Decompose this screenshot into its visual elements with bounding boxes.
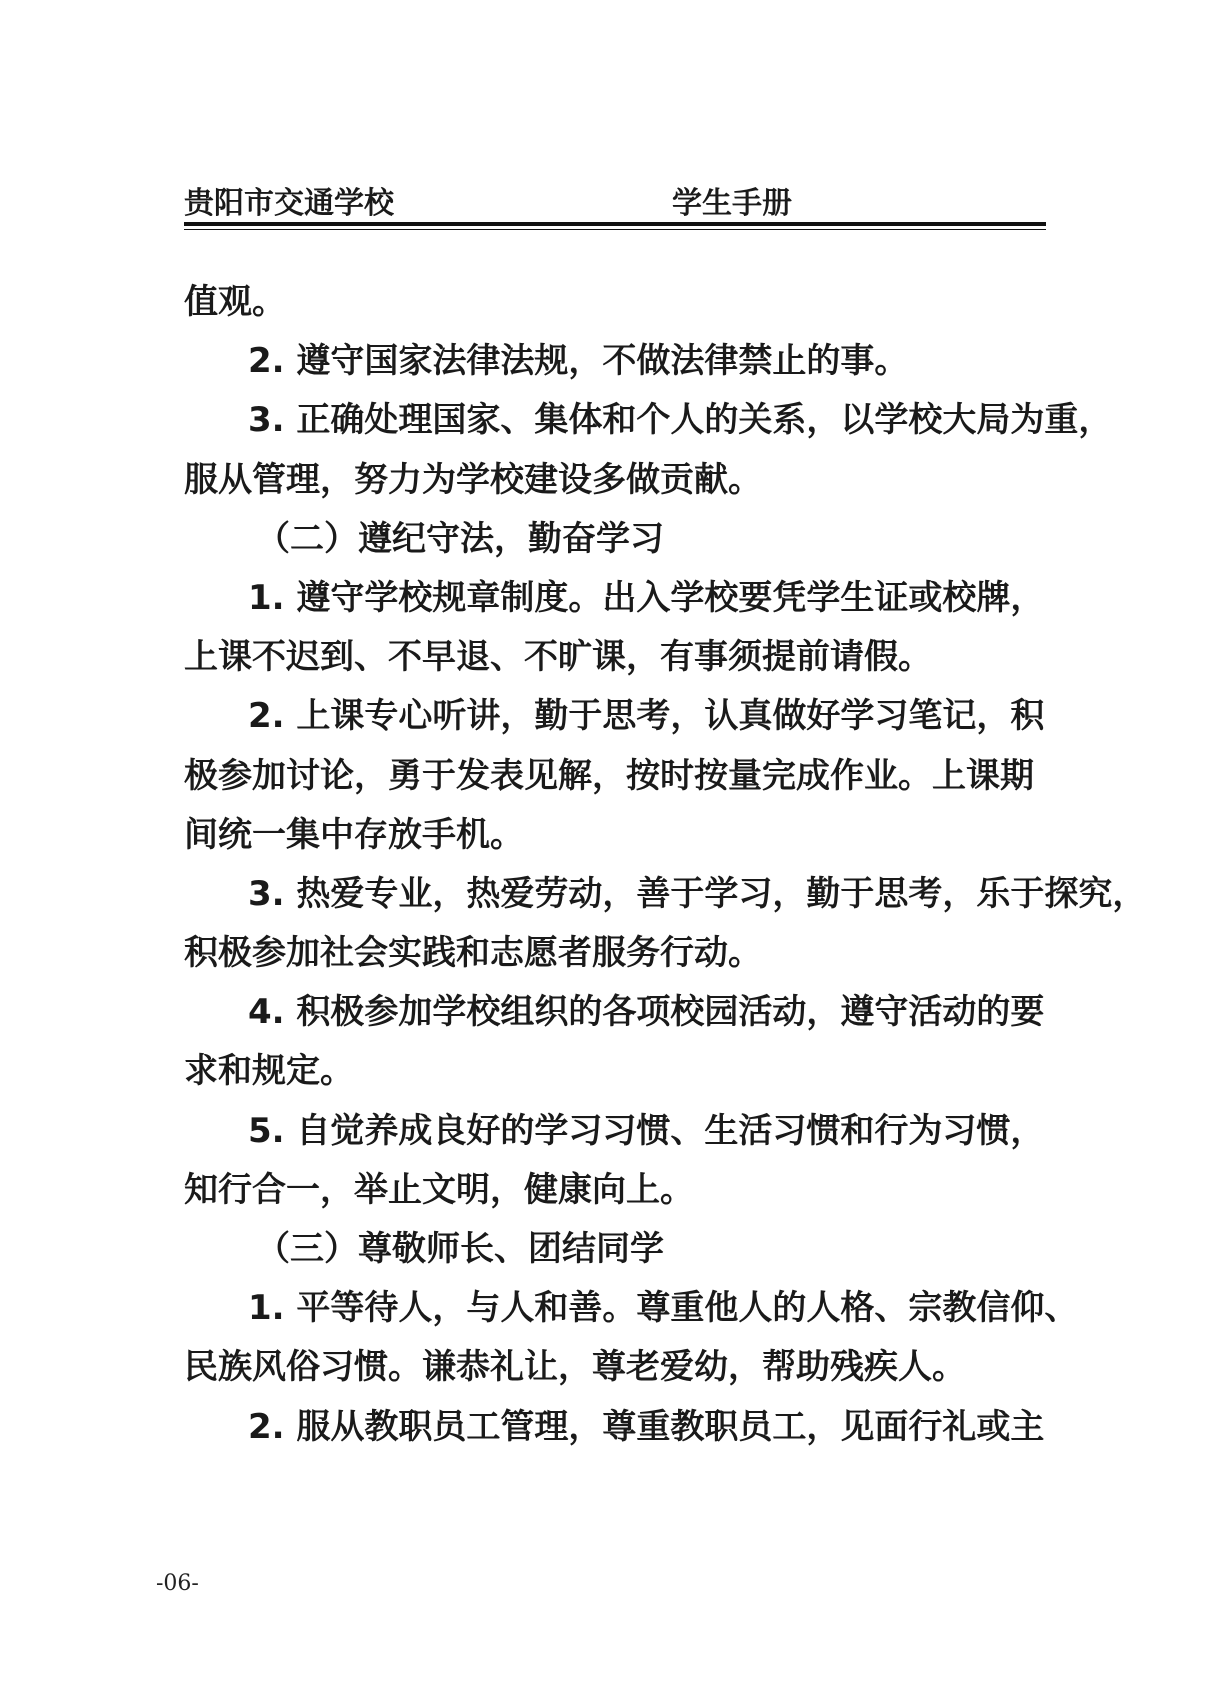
- text-line: 积极参加社会实践和志愿者服务行动。: [184, 933, 762, 974]
- text-line: 求和规定。: [184, 1051, 354, 1092]
- page-number: -06-: [156, 1571, 199, 1596]
- text-line: 4. 积极参加学校组织的各项校园活动，遵守活动的要: [248, 992, 1045, 1033]
- text-line: 知行合一，举止文明，健康向上。: [184, 1169, 694, 1210]
- text-line: 2. 服从教职员工管理，尊重教职员工，见面行礼或主: [248, 1406, 1045, 1447]
- header-rule-thick: [184, 222, 1046, 226]
- section-heading: （二）遵纪守法，勤奋学习: [256, 518, 664, 559]
- text-line: 值观。: [184, 282, 286, 322]
- text-line: 1. 遵守学校规章制度。出入学校要凭学生证或校牌，: [248, 577, 1045, 618]
- text-line: 间统一集中存放手机。: [184, 814, 524, 855]
- text-line: 1. 平等待人，与人和善。尊重他人的人格、宗教信仰、: [248, 1288, 1079, 1329]
- text-line: 3. 正确处理国家、集体和个人的关系，以学校大局为重，: [248, 400, 1113, 441]
- text-line: 2. 上课专心听讲，勤于思考，认真做好学习笔记，积: [248, 696, 1045, 737]
- page-header: [184, 178, 1046, 221]
- text-line: 2. 遵守国家法律法规，不做法律禁止的事。: [248, 341, 909, 382]
- text-line: 上课不迟到、不早退、不旷课，有事须提前请假。: [184, 637, 932, 678]
- section-heading: （三）尊敬师长、团结同学: [256, 1229, 664, 1269]
- school-name: 贵阳市交通学校: [184, 186, 394, 221]
- text-line: 3. 热爱专业，热爱劳动，善于学习，勤于思考，乐于探究，: [248, 873, 1147, 914]
- header-rule-thin: [184, 229, 1046, 230]
- text-line: 民族风俗习惯。谦恭礼让，尊老爱幼，帮助残疾人。: [184, 1347, 966, 1388]
- text-line: 极参加讨论，勇于发表见解，按时按量完成作业。上课期: [184, 755, 1034, 796]
- body-text: [184, 273, 1147, 1457]
- document-title: 学生手册: [672, 186, 792, 221]
- text-line: 5. 自觉养成良好的学习习惯、生活习惯和行为习惯，: [248, 1110, 1045, 1151]
- text-line: 服从管理，努力为学校建设多做贡献。: [184, 459, 762, 500]
